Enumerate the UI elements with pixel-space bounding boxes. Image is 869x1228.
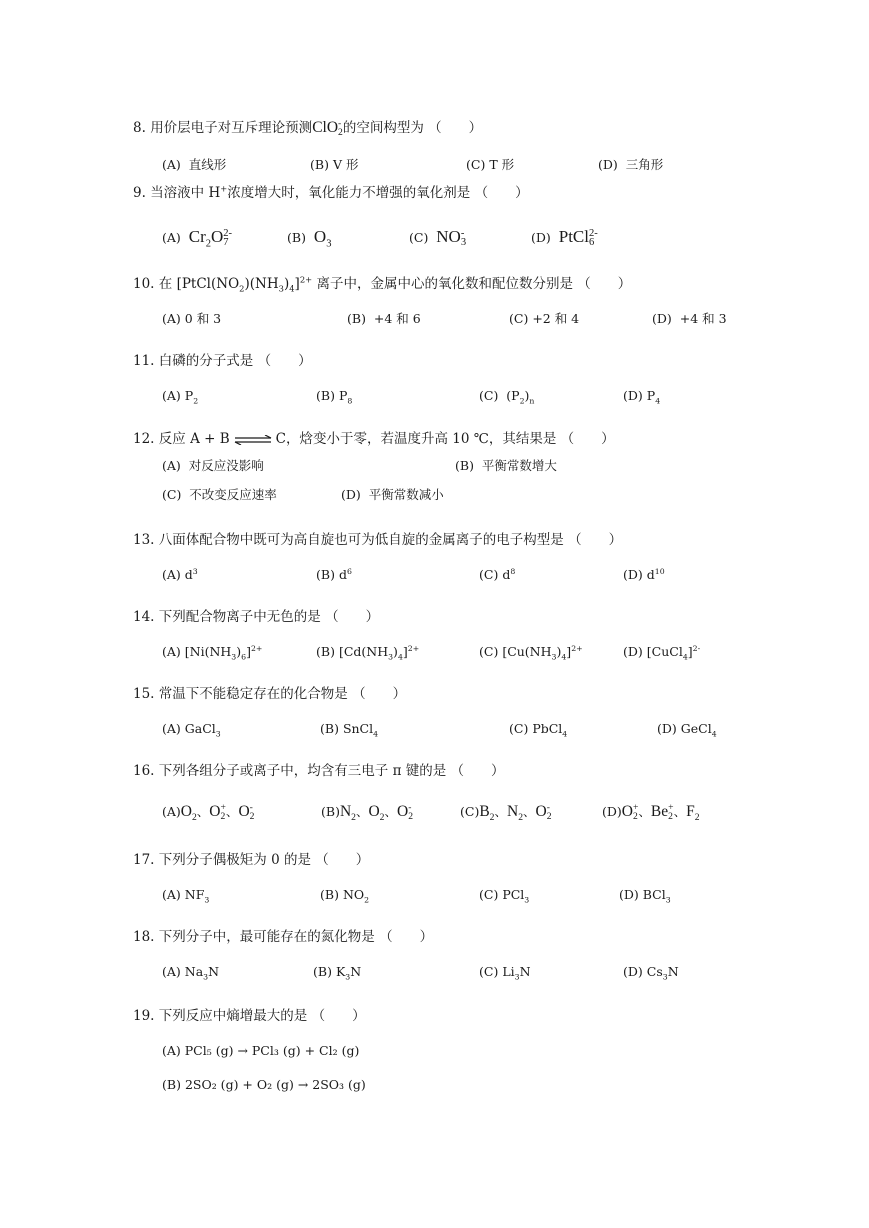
q10-option-a: (A) 0 和 3	[162, 311, 222, 326]
q8-stem	[133, 120, 482, 138]
q15-option-d: (D) GeCl$_4$	[657, 721, 717, 739]
q11-option-c: (C) $(P_2)_n$	[479, 388, 535, 406]
q9-number: 9.	[133, 185, 146, 201]
q14-option-b: (B) $[Cd(NH_3)_4]^{2+}$	[316, 643, 420, 662]
q8-option-c: (C) T 形	[466, 157, 515, 172]
q11-option-a: (A) $P_2$	[162, 388, 199, 406]
q17-stem: 17. 下列分子偶极矩为 0 的是 （ ）	[133, 852, 370, 868]
q13-option-b: (B) $d^6$	[316, 566, 352, 582]
q15-option-a: (A) GaCl$_3$	[162, 721, 221, 739]
q12-option-c: (C) 不改变反应速率	[162, 487, 277, 502]
q16-option-c: $(C)B_2$、$N_2$、O - 2	[460, 802, 552, 824]
q14-number: 14.	[133, 609, 155, 625]
q18-option-a: (A) $Na_3N$	[162, 964, 220, 982]
q19-stem: 19. 下列反应中熵增最大的是 （ ）	[133, 1008, 366, 1024]
q15-option-c: (C) PbCl$_4$	[509, 721, 568, 739]
q13-stem: 13. 八面体配合物中既可为高自旋也可为低自旋的金属离子的电子构型是 （ ）	[133, 532, 623, 548]
q9-option-a: (A) $Cr_2O$ 2- 7	[162, 227, 233, 250]
q17-number: 17.	[133, 852, 155, 868]
q11-option-b: (B) $P_8$	[316, 388, 353, 406]
q12-option-d: (D) 平衡常数减小	[341, 487, 444, 502]
q18-stem: 18. 下列分子中，最可能存在的氮化物是 （ ）	[133, 929, 434, 945]
q18-option-b: (B) $K_3N$	[313, 964, 362, 982]
q8-stem-pre: 用价层电子对互斥理论预测	[150, 120, 313, 136]
q8-option-b: (B) V 形	[310, 157, 359, 172]
q10-option-c: (C) +2 和 4	[509, 311, 580, 326]
q19-option-a: (A) PCl₅ (g) → PCl₃ (g) + Cl₂ (g)	[162, 1043, 360, 1058]
q13-option-d: (D) $d^{10}$	[623, 566, 665, 582]
q10-option-d: (D) +4 和 3	[652, 311, 727, 326]
q9-option-c: (C) NO - 3	[409, 227, 467, 248]
q12-stem: 12. 反应 A + B C，焓变小于零，若温度升高 10 ℃，其结果是 （ ）	[133, 431, 615, 447]
q10-stem: 10. 在 $[PtCl(NO_2)(NH_3)_4]^{2+}$ 离子中，金属中心的氧化数和配位数分别是 （ ）	[133, 274, 632, 294]
q11-option-d: (D) $P_4$	[623, 388, 661, 406]
q14-option-c: (C) $[Cu(NH_3)_4]^{2+}$	[479, 643, 583, 662]
q13-number: 13.	[133, 532, 155, 548]
q14-option-d: (D) [CuCl$_4$]$^{2-}$	[623, 643, 701, 662]
q18-number: 18.	[133, 929, 155, 945]
q16-option-d: (D)O + 2 、Be + 2 、$F_2$	[602, 802, 700, 824]
q16-option-b: $(B)N_2$、$O_2$、O - 2	[321, 802, 413, 824]
q19-option-b: (B) 2SO₂ (g) + O₂ (g) → 2SO₃ (g)	[162, 1077, 366, 1092]
q10-option-b: (B) +4 和 6	[347, 311, 421, 326]
q16-stem: 16. 下列各组分子或离子中，均含有三电子 π 键的是 （ ）	[133, 763, 505, 779]
q13-option-a: (A) $d^3$	[162, 566, 198, 582]
q18-option-c: (C) $Li_3N$	[479, 964, 531, 982]
equilibrium-arrow-icon	[234, 435, 272, 445]
q14-stem: 14. 下列配合物离子中无色的是 （ ）	[133, 609, 380, 625]
q17-option-b: (B) $NO_2$	[320, 887, 370, 905]
q16-number: 16.	[133, 763, 155, 779]
q17-option-d: (D) BCl$_3$	[619, 887, 671, 905]
q9-option-d: (D) PtCl 2- 6	[531, 227, 598, 248]
q16-option-a: $(A)O_2$、O + 2 、O - 2	[162, 802, 255, 824]
q14-option-a: (A) $[Ni(NH_3)_6]^{2+}$	[162, 643, 263, 662]
q19-number: 19.	[133, 1008, 155, 1024]
q9-stem: 9. 当溶液中 H+浓度增大时，氧化能力不增强的氧化剂是 （ ）	[133, 183, 529, 201]
q8-option-d: (D) 三角形	[598, 157, 664, 172]
q18-option-d: (D) $Cs_3N$	[623, 964, 679, 982]
q12-option-a: (A) 对反应没影响	[162, 458, 264, 473]
q15-option-b: (B) SnCl$_4$	[320, 721, 379, 739]
q8-option-a: (A) 直线形	[162, 157, 227, 172]
q9-option-b: (B) $O_3$	[287, 227, 332, 250]
q8-number: 8.	[133, 120, 146, 136]
q11-stem: 11. 白磷的分子式是 （ ）	[133, 353, 312, 369]
q12-option-b: (B) 平衡常数增大	[455, 458, 557, 473]
q11-number: 11.	[133, 353, 155, 369]
q15-stem: 15. 常温下不能稳定存在的化合物是 （ ）	[133, 686, 407, 702]
q8-stem-post: 的空间构型为 （ ）	[342, 120, 483, 136]
q8-formula: ClO - 2	[312, 118, 343, 138]
q17-option-c: (C) PCl$_3$	[479, 887, 530, 905]
q15-number: 15.	[133, 686, 155, 702]
q13-option-c: (C) $d^8$	[479, 566, 516, 582]
q17-option-a: (A) $NF_3$	[162, 887, 210, 905]
q12-number: 12.	[133, 431, 155, 447]
q10-number: 10.	[133, 276, 155, 292]
